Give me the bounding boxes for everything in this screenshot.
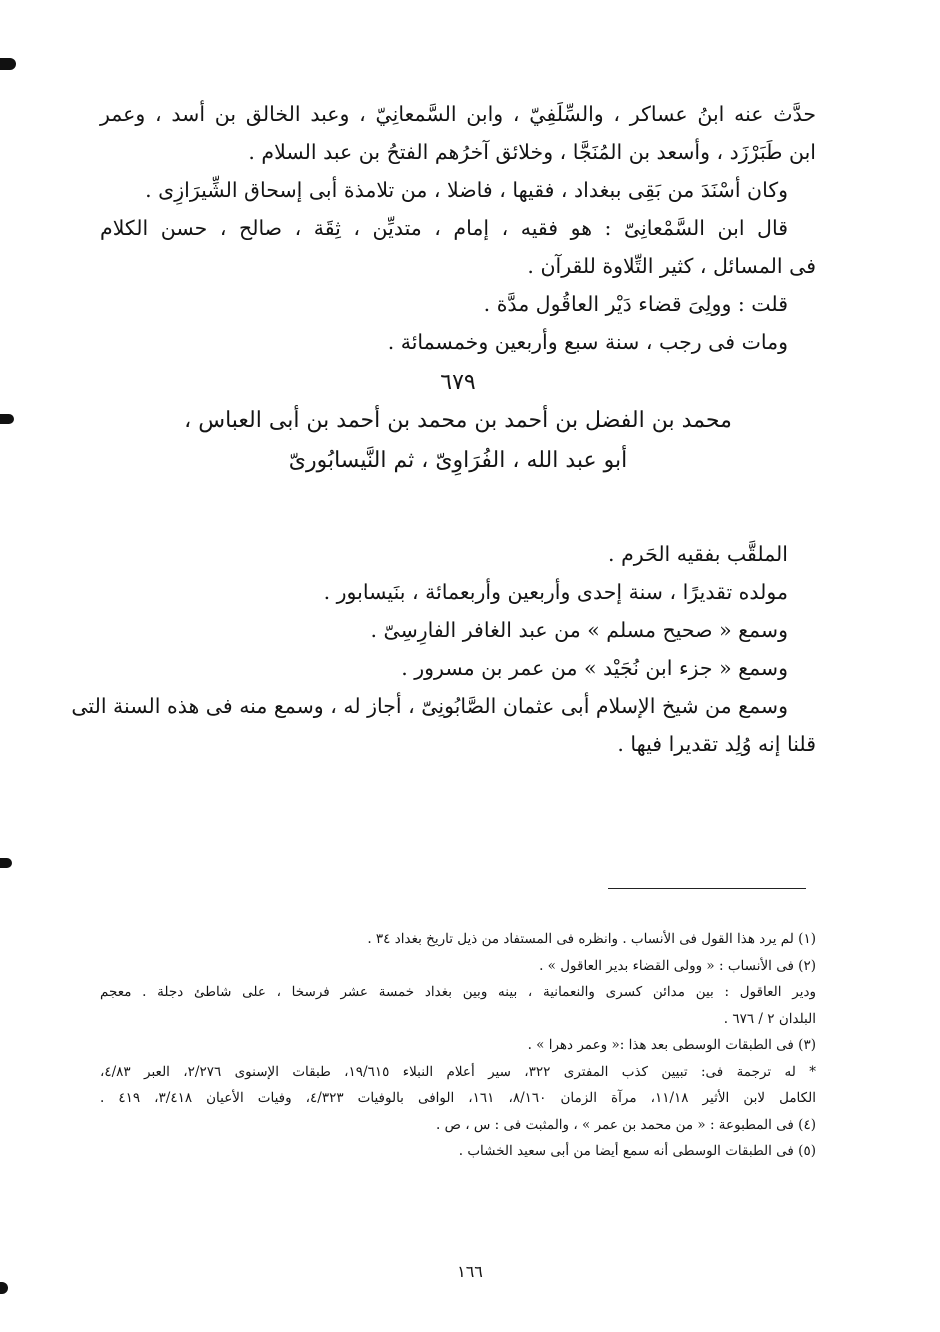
body-line: حدَّث عنه ابنُ عساكر ، والسِّلَفِيّ ، وابن السَّمعانِيّ ، وعبد الخالق بن أسد ، وعمر — [100, 102, 816, 126]
body-line: وكان أسْنَدَ من بَقِى ببغداد ، فقيها ، فاضلا ، من تلامذة أبى إسحاق الشِّيرَازِى . — [145, 178, 788, 202]
entry-title: أبو عبد الله ، الفُرَاوِىّ ، ثم النَّيسابُورىّ — [288, 448, 628, 473]
entry-line: قلنا إنه وُلِد تقديرا فيها . — [617, 732, 816, 756]
footnote: (٤) فى المطبوعة : « من محمد بن عمر » ، والمثبت فى : س ، ص . — [436, 1116, 816, 1133]
footnote: (٣) فى الطبقات الوسطى بعد هذا :« وعمر دهرا » . — [527, 1037, 816, 1053]
body-line: قال ابن السَّمْعانِىّ : هو فقيه ، إمام ، متديِّن ، ثِقَة ، صالح ، حسن الكلام — [100, 216, 788, 240]
body-line: ابن طَبَرْزَد ، وأسعد بن المُنَجَّا ، وخلائق آخرُهم الفتحُ بن عبد السلام . — [248, 140, 816, 164]
document-body — [71, 95, 816, 763]
entry-line: وسمع « صحيح مسلم » من عبد الغافر الفارِسِىّ . — [370, 618, 788, 642]
page-edge-mark — [0, 414, 14, 424]
footnote: البلدان ٢ / ٦٧٦ . — [723, 1010, 816, 1027]
entry-line: وسمع من شيخ الإسلام أبى عثمان الصَّابُونِىّ ، أجاز له ، وسمع منه فى هذه السنة التى — [71, 694, 788, 718]
footnote: (٢) فى الأنساب : « وولى القضاء بدير العاقول » . — [539, 957, 816, 974]
page-edge-mark — [0, 58, 16, 70]
footnote: * له ترجمة فى: تبيين كذب المفترى ٣٢٢، سير أعلام النبلاء ١٩/٦١٥، طبقات الإسنوى ٢/٢٧٦، العبر ٤/٨٣، — [100, 1063, 816, 1080]
spacer — [100, 481, 816, 535]
footnote-rule — [608, 888, 806, 889]
footnote: الكامل لابن الأثير ١١/١٨، مرآة الزمان ٨/١٦٠، ١٦١، الوافى بالوفيات ٤/٣٢٣، وفيات الأعيان ٣/٤١٨، ٤١٩ . — [100, 1090, 816, 1106]
page-edge-mark — [0, 1282, 8, 1294]
entry-line: وسمع « جزء ابن نُجَيْد » من عمر بن مسرور . — [401, 656, 788, 680]
footnote: (٥) فى الطبقات الوسطى أنه سمع أيضا من أبى سعيد الخشاب . — [458, 1143, 816, 1159]
page-number: ١٦٦ — [457, 1262, 483, 1281]
body-line: قلت : وولِىَ قضاء دَيْر العاقُول مدَّة . — [483, 292, 788, 316]
body-line: فى المسائل ، كثير التِّلاوة للقرآن . — [527, 254, 816, 278]
body-line: ومات فى رجب ، سنة سبع وأربعين وخمسمائة . — [387, 330, 788, 354]
entry-line: الملقَّب بفقيه الحَرم . — [608, 542, 788, 566]
footnote: ودير العاقول : بين مدائن كسرى والنعمانية ، بينه وبين بغداد خمسة عشر فرسخا ، على شاطئ دجلة . معجم — [100, 984, 816, 1000]
entry-number: ٦٧٩ — [440, 370, 476, 395]
page-edge-mark — [0, 858, 12, 868]
footnote: (١) لم يرد هذا القول فى الأنساب . وانظره فى المستفاد من ذيل تاريخ بغداد ٣٤ . — [367, 931, 816, 947]
footnotes — [100, 928, 816, 1167]
entry-line: مولده تقديرًا ، سنة إحدى وأربعين وأربعمائة ، بنَيسابور . — [323, 580, 788, 604]
entry-title: محمد بن الفضل بن أحمد بن محمد بن أحمد بن أبى العباس ، — [184, 408, 732, 433]
